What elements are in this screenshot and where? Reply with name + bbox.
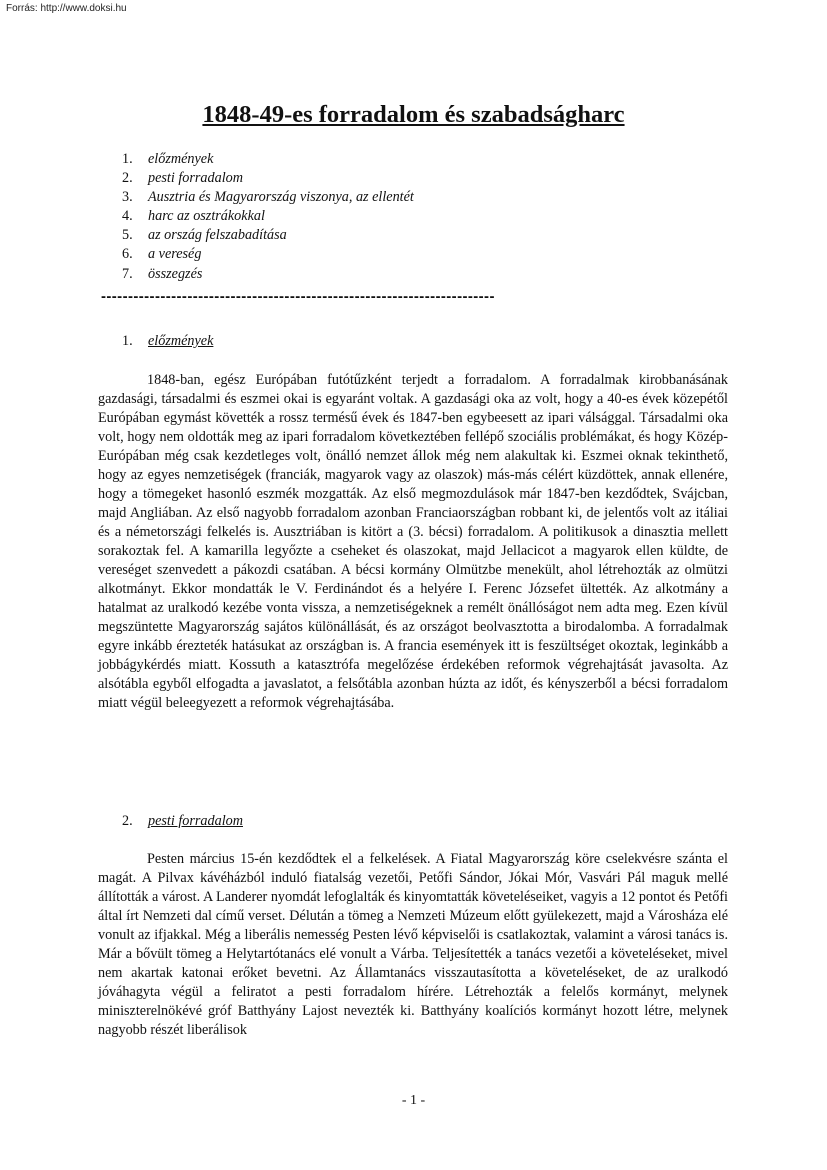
section-paragraph: Pesten március 15-én kezdődtek el a felkelések. A Fiatal Magyarország köre cselekvésre szánta el magát. A Pilvax kávéházból induló fiatalság vezetői, Petőfi Sándor, Jókai Mór, Vasvári Pál maguk mellé állították a várost. A Landerer nyomdát lefoglalták és kinyomtatták követeléseiket, vagyis a 12 pontot és Petőfi által írt Nemzeti dal című verset. Délután a tömeg a Nemzeti Múzeum előtt gyülekezett, majd a Városháza elé vonult az ifjakkal. Még a liberális nemesség Pesten lévő képviselői is csatlakoztak, valamint a városi tanács is. Már a bővült tömeg a Helytartótanács elé vonult a Várba. Teljesítették a tanács vezetői a követeléseket, mivel nem akartak katonai erőket bevetni. Az Államtanács visszautasította a követeléseket, de az uralkodó jóváhagyta végül a feliratot a pesti forradalom hírére. Létrehozták a felelős kormányt, melynek miniszterelnökévé gróf Batthyány Lajost nevezték ki. Batthyány koalíciós kormányt hozott létre, melynek nagyobb részét liberálisok: [98, 851, 728, 1038]
toc-number: 2.: [122, 170, 133, 187]
table-of-contents: [122, 150, 414, 284]
source-line: Forrás: http://www.doksi.hu: [6, 3, 127, 14]
dashed-separator: -------------------------------------------------------------------------: [101, 288, 495, 305]
toc-item: [122, 245, 414, 264]
toc-number: 4.: [122, 208, 133, 225]
toc-number: 5.: [122, 227, 133, 244]
toc-label: az ország felszabadítása: [148, 227, 287, 244]
toc-label: összegzés: [148, 265, 203, 282]
toc-item: [122, 207, 414, 226]
toc-item: [122, 265, 414, 284]
toc-number: 7.: [122, 265, 133, 282]
toc-item: [122, 226, 414, 245]
toc-label: előzmények: [148, 151, 214, 167]
toc-label: pesti forradalom: [148, 170, 243, 187]
toc-item: [122, 188, 414, 207]
toc-item: [122, 150, 414, 169]
section-paragraph: 1848-ban, egész Európában futótűzként terjedt a forradalom. A forradalmak kirobbanásának gazdasági, társadalmi és eszmei okai is egyaránt voltak. A gazdasági oka az volt, hogy a 40-es évek közepétől Európában egymást követték a rossz termésű évek és 1847-ben egybeesett az ipari válsággal. Társadalmi oka volt, hogy nem oldották meg az ipari forradalom következtében fellépő szociális problémákat, és hogy Közép-Európában még csak kezdetleges volt, önálló nemzet állok még nem alakultak ki. Eszmei oknak tekinthető, hogy az egyes nemzetiségek (franciák, magyarok vagy az olaszok) más-más célért küzdöttek, annak ellenére, hogy a tömegeket hasonló eszmék mozgatták. Az első megmozdulások már 1847-ben kezdődtek, Svájcban, majd Angliában. Az első nagyobb forradalom azonban Franciaországban robbant ki, de jelentős volt az itáliai és a németországi felkelés is. Ausztriában is kitört a (3. bécsi) forradalom. A politikusok a dinasztia mellett sorakoztak fel. A kamarilla legyőzte a cseheket és olaszokat, majd Jellacicot a magyarok ellen küldte, de vereséget szenvedett a pákozdi csatában. A bécsi kormány Olmützbe menekült, ahol létrehozták az olmützi alkotmányt. Ekkor mondatták le V. Ferdinándot és a helyére I. Ferenc Józsefet ültették. Az alkotmány a hatalmat az uralkodó kezébe vonta vissza, a nemzetiségeknek a remélt önállóságot nem adta meg. Ezen kívül megszüntette Magyarország sajátos különállását, és az országot beolvasztotta a birodalomba. A forradalmak egyre inkább érezteték hatásukat az országban is. A francia események itt is feszültséget okoztak, leginkább a jobbágykérdés miatt. Kossuth a katasztrófa megelőzése érdekében reformok végrehajtását javasolta. Az alsótábla egyből elfogadta a javaslatot, a felsőtábla azonban húzta az időt, és kényszerből a bécsi forradalom miatt végül beleegyezett a reformok végrehajtásába.: [98, 372, 728, 711]
toc-label: harc az osztrákokkal: [148, 208, 265, 225]
toc-number: 1.: [122, 151, 133, 167]
toc-label: a vereség: [148, 246, 202, 263]
toc-item: [122, 169, 414, 188]
section-heading: [122, 332, 213, 351]
section-number: 2.: [122, 813, 133, 829]
toc-number: 6.: [122, 246, 133, 263]
page-number: - 1 -: [401, 1093, 426, 1108]
section-title: pesti forradalom: [148, 813, 243, 829]
section-number: 1.: [122, 333, 133, 349]
toc-label: Ausztria és Magyarország viszonya, az ellentét: [148, 189, 414, 206]
section-title: előzmények: [148, 333, 214, 349]
section-heading: [122, 812, 243, 831]
toc-number: 3.: [122, 189, 133, 206]
page-title: 1848-49-es forradalom és szabadságharc: [202, 101, 625, 128]
